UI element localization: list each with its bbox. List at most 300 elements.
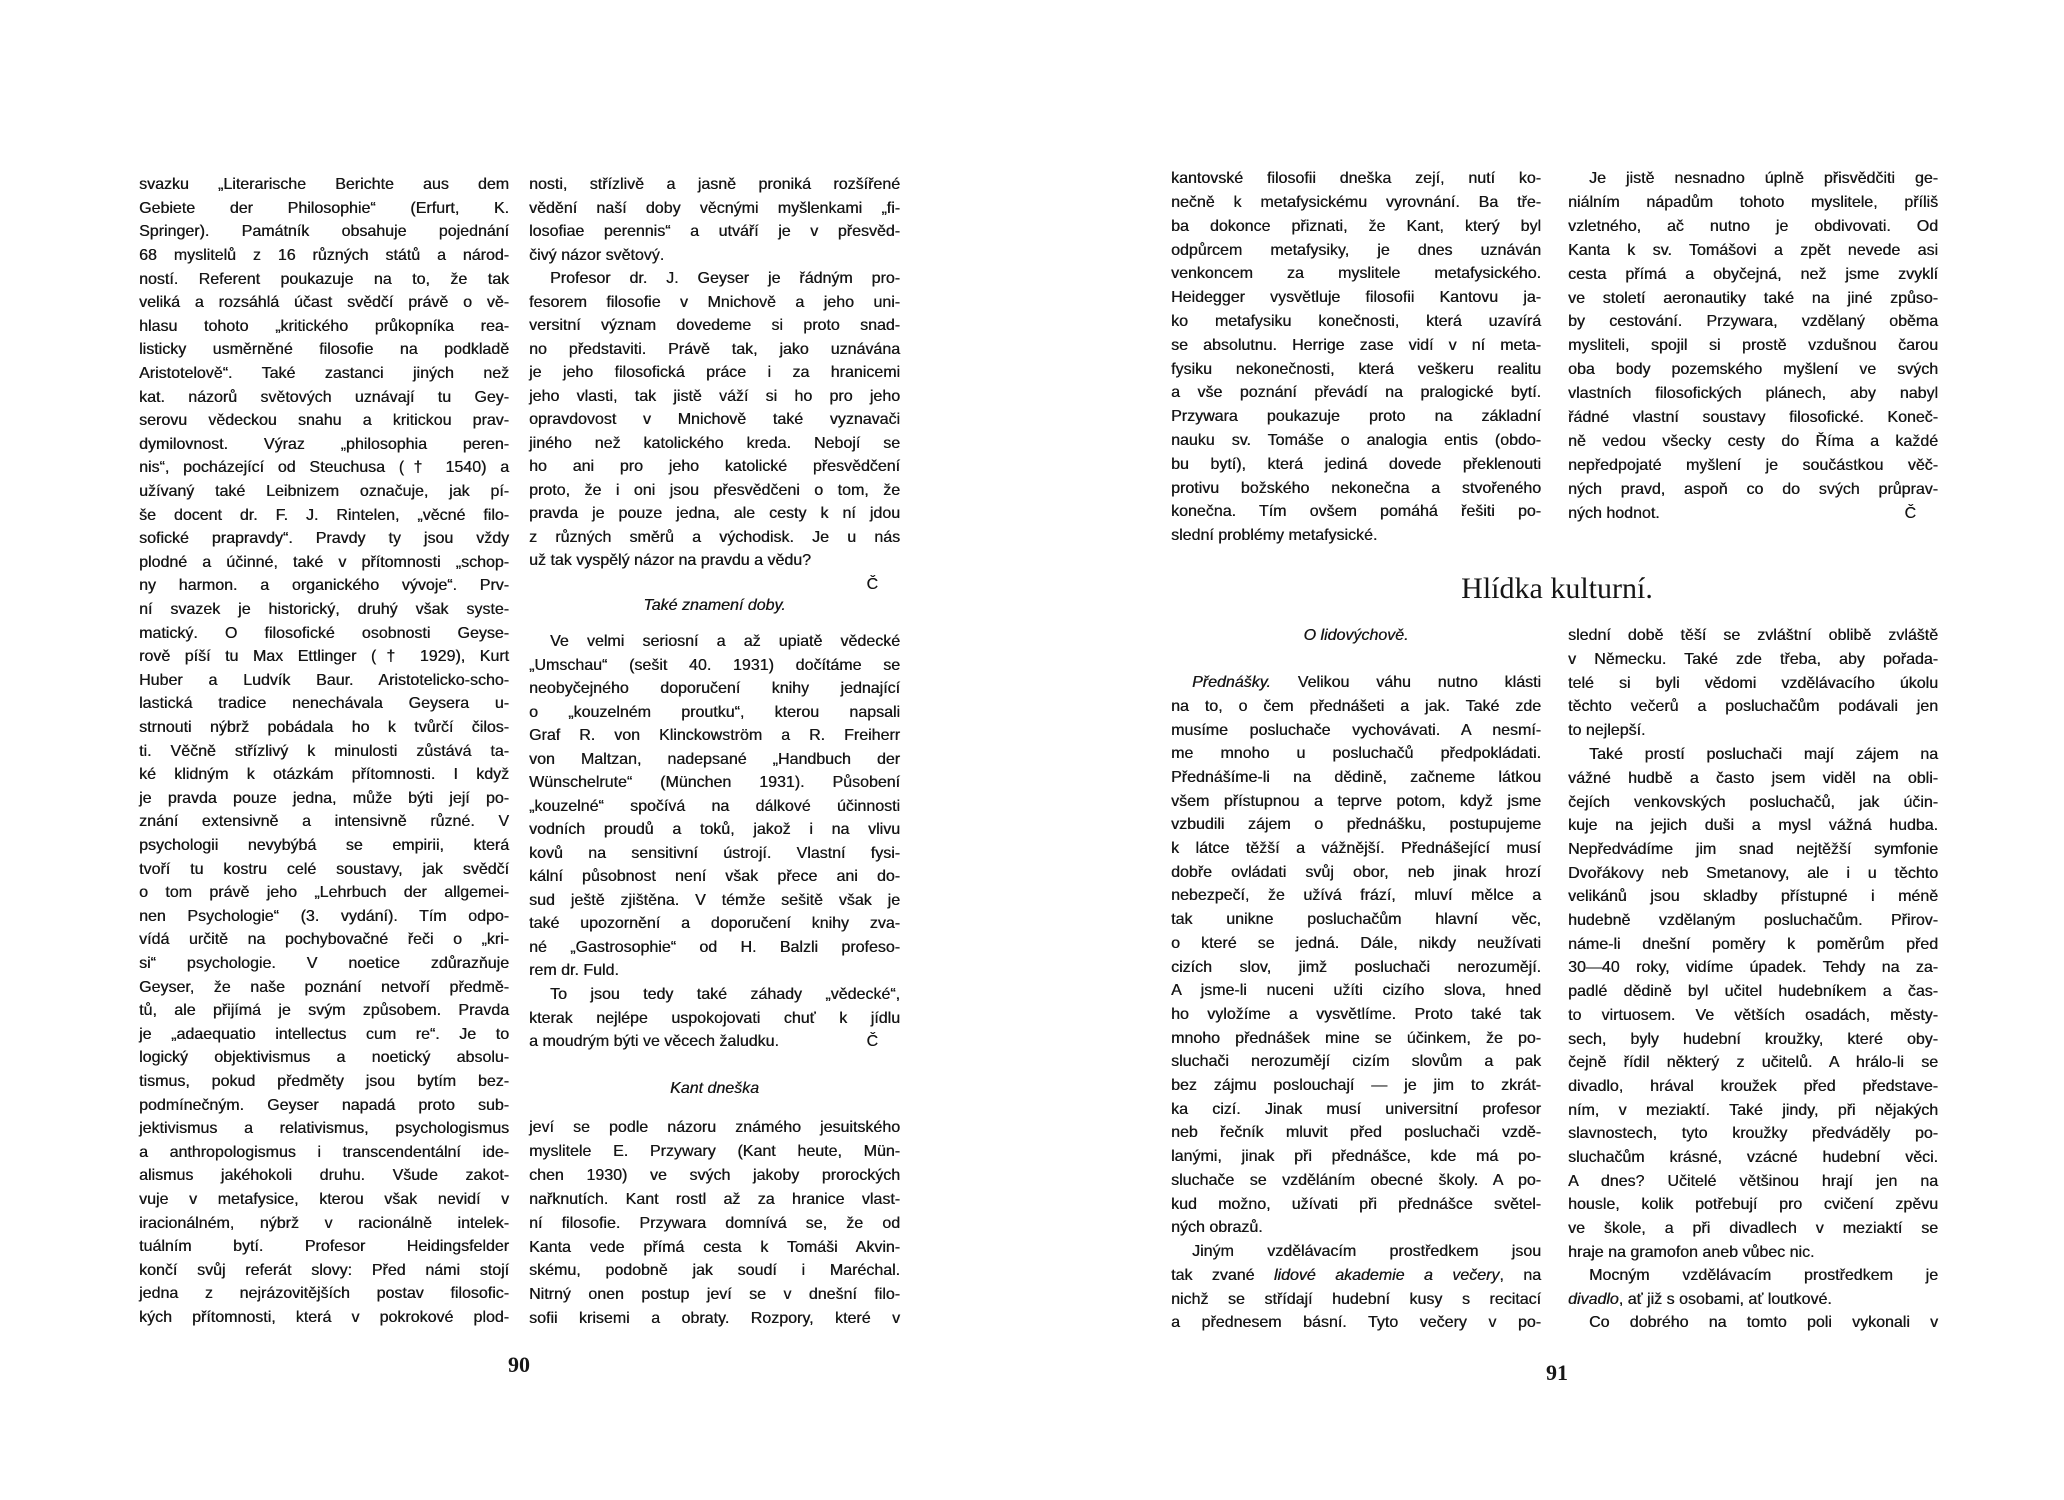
text-line [139,1188,509,1212]
line-text: serovu vědeckou snahu a kritickou prav- [139,412,509,430]
text-line [1568,191,1938,215]
line-text: kat. názorů světových uznávají tu Gey- [139,388,509,406]
line-text: velikánů jsou skladby přístupné i méně [1568,888,1938,906]
line-text: Geyser, že naše poznání netvoří předmě- [139,978,509,996]
text-line [139,386,509,410]
line-text: čejně řídil některý z učitelů. A hrálo-li se [1568,1054,1938,1072]
line-text: jeví se podle názoru známého jesuitského [529,1119,900,1137]
text-segment: Velikou váhu nutno klásti [1270,674,1541,692]
line-text: „Umschau“ (sešit 40. 1931) dočítáme se [529,656,900,674]
line-text: o tom právě jeho „Lehrbuch der allgemei- [139,884,509,902]
line-text: ho ani pro jeho katolické přesvědčení [529,458,900,476]
text-line [139,1259,509,1283]
text-line [1171,1098,1541,1122]
text-line [529,959,900,983]
line-text: kterak nejlépe uspokojovati chuť k jídlu [529,1009,900,1027]
line-text: ba dokonce přiznati, že Kant, který byl [1171,217,1541,235]
text-line [1568,719,1938,743]
text-line [529,338,900,362]
line-text: Heidegger vysvětluje filosofii Kantovu ja- [1171,289,1541,307]
text-line [1171,215,1541,239]
text-line [1171,1003,1541,1027]
line-text: odpůrcem metafysiky, je dnes uznáván [1171,241,1541,259]
text-line [1568,215,1938,239]
text-line [139,244,509,268]
text-line [1568,310,1938,334]
line-text: jeho vlasti, tak jistě váží si ho pro jeho [529,387,900,405]
text-line [1171,1145,1541,1169]
line-text: kantovské filosofii dneška zejí, nutí ko- [1171,170,1541,188]
line-text: by cestování. Przywara, vzdělaný oběma [1568,313,1938,331]
text-line [1568,1193,1938,1217]
line-text: ti. Věčně střízlivý k minulosti zůstává ta- [139,742,509,760]
text-line [1171,1216,1541,1240]
text-line [1171,1311,1541,1335]
line-text: to nejlepší. [1568,721,1646,739]
line-text: kální působnost není však přece ani do- [529,868,900,886]
text-line [1568,1004,1938,1028]
text-line [1171,837,1541,861]
text-line [1171,286,1541,310]
author-signature: Č [866,1033,878,1051]
text-line [529,724,900,748]
text-line [529,220,900,244]
line-text: nepředpojaté myšlení je součástkou věč- [1568,456,1938,474]
text-line [139,976,509,1000]
line-text: neb řečník mluvit před posluchači vzdě- [1171,1124,1541,1142]
line-text: také upozornění a doporučení knihy zva- [529,915,900,933]
text-line [529,432,900,456]
text-line [1568,980,1938,1004]
text-line [139,551,509,575]
line-text: psychologii nevybýbá se empirii, která [139,837,509,854]
line-text: chen 1930) ve svých jakoby prorockých [529,1166,900,1184]
line-text: proto, že i oni jsou přesvědčeni o tom, že [529,481,900,499]
line-text: Wünschelrute“ (München 1931). Působení [529,774,900,792]
line-text: vuje v metafysice, kterou však nevidí v [139,1191,509,1208]
text-line [1568,1051,1938,1075]
text-line [529,385,900,409]
line-text: losofiae perennis“ a utváří je v přesvěd- [529,223,900,241]
line-text: strnouti nýbrž pobádala ho k tvůrčí čilos- [139,719,509,736]
text-line [529,842,900,866]
text-line [1171,405,1541,429]
text-line [529,408,900,432]
line-text: slavnostech, tyto kroužky předváděly po- [1568,1125,1938,1143]
text-line [529,677,900,701]
text-line [1568,743,1938,767]
text-line [1171,524,1541,548]
line-text: „kouzelné“ spočívá na dálkové účinnosti [529,797,900,815]
text-line [529,936,900,960]
text-line [1568,624,1938,648]
line-text: nichž se střídají hudební kusy s recitací [1171,1290,1541,1308]
line-text: lastická tradice nenechávala Geysera u- [139,695,509,713]
line-text: listicky usměrněné filosofie na podkladě [139,341,509,359]
text-line [1568,1170,1938,1194]
text-line [139,362,509,386]
text-line [1568,838,1938,862]
line-text: vzletného, ač nutno je obdivovati. Od [1568,217,1938,235]
line-text: skému, podobně jak soudí i Maréchal. [529,1262,900,1280]
line-text: musíme posluchače vychovávati. A nesmí- [1171,721,1541,739]
text-line [1568,1146,1938,1170]
line-text: všem přístupnou a teprve potom, když jsme [1171,792,1541,810]
text-line [529,361,900,385]
line-text: 30—40 roky, vidíme úpadek. Tehdy na za- [1568,959,1938,977]
text-line [529,1259,900,1283]
text-line [1171,500,1541,524]
line-text: sluchače se vzděláním obecné školy. A po- [1171,1171,1541,1189]
text-line [139,740,509,764]
line-text: Mocným vzdělávacím prostředkem je [1589,1267,1938,1285]
text-line [529,1212,900,1236]
text-line [139,1235,509,1259]
line-text: kuje na jejich duši a mysl vážná hudba. [1568,817,1938,835]
text-line [529,912,900,936]
line-text: dymilovnost. Výraz „philosophia peren- [139,435,509,453]
text-line [529,549,900,573]
text-line [139,692,509,716]
text-line [529,1164,900,1188]
line-text: sofii krisemi a obraty. Rozpory, které v [529,1310,900,1328]
text-line [139,291,509,315]
line-text: slední problémy metafysické. [1171,527,1378,545]
line-text: vlastních filosofických plánech, aby nabyl [1568,385,1938,403]
text-line [1171,813,1541,837]
line-text: ní svazek je historický, druhý však syste- [139,601,509,618]
text-line [1171,884,1541,908]
line-text: nebezpečí, že užívá frází, mluví mělce a [1171,887,1541,905]
line-text: A jsme-li nuceni užíti cizího slova, hned [1171,982,1541,1000]
line-text: nis“, pocházející od Steuchusa († 1540) a [139,459,509,477]
text-line [1171,310,1541,334]
line-text: o které se jedná. Dále, nikdy neužívati [1171,934,1541,952]
line-text: versitní význam dovedeme si proto snad- [529,317,900,335]
text-line [1568,672,1938,696]
text-line [1568,1217,1938,1241]
text-line [1568,1122,1938,1146]
text-line [139,787,509,811]
text-line [1568,263,1938,287]
text-line [139,1023,509,1047]
line-text: logický objektivismus a noetický absolu- [139,1049,509,1067]
line-text: cesta přímá a obyčejná, než jsme zvyklí [1568,265,1938,283]
line-text: ní filosofie. Przywara domnívá se, že od [529,1214,900,1232]
line-text: vědění naší doby věcnými myšlenkami „fi- [529,199,900,217]
text-line [139,480,509,504]
line-text: oba body pozemského myšlení ve svých [1568,361,1938,379]
text-line [1171,790,1541,814]
text-line [529,771,900,795]
line-text: rem dr. Fuld. [529,962,619,980]
text-line [1568,478,1938,502]
line-text: tismus, pokud předměty jsou bytím bez- [139,1073,509,1090]
line-text: ných pravd, aspoň co do svých průprav- [1568,480,1938,498]
line-text: pravda je pouze jedna, ale cesty k ní jdou [529,505,900,523]
line-text: von Maltzan, nadepsané „Handbuch der [529,750,900,768]
text-line [1568,862,1938,886]
text-line [139,315,509,339]
line-text: vodních proudů a toků, jakož i na vlivu [529,821,900,839]
line-text: še docent dr. F. J. Rintelen, „věcné filo- [139,506,509,524]
line-text: tů, ale přijímá je svým způsobem. Pravda [139,1002,509,1020]
text-line [529,197,900,221]
text-line [139,716,509,740]
line-text: jedna z nejrázovitějších postav filosofic- [139,1285,509,1303]
text-line [529,630,900,654]
line-text: opravdovost v Mnichově také vyznavači [529,411,900,429]
text-line [1568,454,1938,478]
text-segment: , ať již s osobami, ať loutkové. [1618,1290,1832,1308]
text-line [529,1236,900,1260]
line-text: Je jistě nesnadno úplně přisvědčiti ge- [1589,170,1938,188]
line-text: kovů na sensitivní ústrojí. Vlastní fysi- [529,844,900,862]
text-line [529,818,900,842]
line-text: znání extensivně a intensivně různé. V [139,813,509,831]
text-line [139,598,509,622]
line-text: ko metafysiku konečnosti, která uzavírá [1171,312,1541,330]
author-signature: Č [1904,504,1916,522]
line-text: ve škole, a při divadlech v meziaktí se [1568,1220,1938,1238]
line-text: ka cizí. Jinak musí universitní profesor [1171,1100,1541,1118]
text-line [1568,382,1938,406]
text-line [1568,767,1938,791]
emphasized-text: lidové akademie a večery [1273,1266,1500,1284]
line-text: Dvořákovy neb Smetanovy, ale i u těchto [1568,864,1938,882]
text-line [1568,334,1938,358]
text-line [139,669,509,693]
text-line [1568,430,1938,454]
line-text: myslitele E. Przywary (Kant heute, Mün- [529,1142,900,1160]
line-text: podmínečným. Geyser napadá proto sub- [139,1096,509,1114]
line-text: a anthropologismus i transcendentální ide- [139,1143,509,1161]
article-heading: Také znamení doby. [643,597,786,614]
text-line [1171,1074,1541,1098]
line-text: a vše poznání převádí na pralogické bytí. [1171,384,1541,402]
line-text: padlé dědině byl učitel hudebníkem a čas- [1568,983,1938,1001]
line-text: sluchačům krásné, vzácné hudební věci. [1568,1149,1938,1167]
text-line [139,1164,509,1188]
text-line [529,983,900,1007]
line-text: sofické prapravdy“. Pravdy ty jsou vždy [139,530,509,548]
text-line [139,1282,509,1306]
line-text: dobře ovládati svůj obor, neb jinak hrozí [1171,863,1541,881]
line-text: končí svůj referát slovy: Před námi stojí [139,1261,509,1279]
line-text: rově píší tu Max Ettlinger († 1929), Kurt [139,648,509,666]
line-text: čejích venkovských posluchačů, jak účin- [1568,793,1938,811]
line-text: Springer). Památník obsahuje pojednání [139,223,509,241]
text-line [1171,1121,1541,1145]
text-segment: , na [1499,1266,1541,1284]
line-text: Kanta vede přímá cesta k Tomáši Akvin- [529,1238,900,1256]
text-line [139,197,509,221]
text-line [1171,932,1541,956]
line-text: to virtuosem. Ve větších osadách, městy- [1568,1006,1938,1024]
text-line [1568,695,1938,719]
text-line [139,1212,509,1236]
text-line [529,244,900,268]
text-line [139,504,509,528]
text-line [1568,814,1938,838]
line-text: kých přítomnosti, která v pokrokové plod- [139,1309,509,1326]
text-line [1568,1099,1938,1123]
text-line [1171,358,1541,382]
line-text: Nepředvádíme jim snad nejtěžší symfonie [1568,840,1938,858]
text-line [1568,1028,1938,1052]
line-text: čivý názor světový. [529,246,665,264]
text-line [1171,239,1541,263]
text-line [139,763,509,787]
line-text: hraje na gramofon aneb vůbec nic. [1568,1243,1815,1261]
author-signature: Č [866,575,878,593]
section-title: Hlídka kulturní. [1461,572,1653,605]
page-91 [1032,0,2064,1500]
text-line [1568,909,1938,933]
text-line [529,748,900,772]
line-text: fysiku nekonečnosti, která veškeru realitu [1171,360,1541,378]
line-text: alismus jakéhokoli druhu. Všude zakot- [139,1167,509,1185]
text-line [1568,1264,1938,1288]
line-text: fesorem filosofie v Mnichově a jeho uni- [529,293,900,311]
line-text: protivu božského nekonečna a stvořeného [1171,479,1541,497]
text-line [139,881,509,905]
article-heading: Kant dneška [670,1080,759,1097]
text-line [1171,453,1541,477]
line-text: mnoho přednášek mine se účinkem, že po- [1171,1029,1541,1047]
text-line [529,654,900,678]
line-text: plodné a účinné, také v přítomnosti „schop- [139,553,509,571]
line-text: mysliteli, spojil si prostě vzdušnou čarou [1568,337,1938,355]
text-line [529,701,900,725]
line-text: v Německu. Také zde třeba, aby pořada- [1568,650,1938,668]
line-text: hudebně vzdělaným posluchačům. Přirov- [1568,912,1938,930]
line-text: bu bytí), která jediná dovede překlenouti [1171,455,1541,473]
page-number: 90 [508,1352,530,1377]
line-text: řádné vlastní soustavy filosofické. Koneč- [1568,409,1938,427]
line-text: vážné hudbě a často jsem viděl na obli- [1568,769,1938,787]
text-line [1171,1169,1541,1193]
text-line [529,314,900,338]
line-text: Nitrný onen postup jeví se v dnešní filo- [529,1286,900,1304]
line-text: To jsou tedy také záhady „vědecké“, [550,986,900,1004]
text-line [1171,1240,1541,1264]
line-text: ké klidným k otázkám přítomnosti. I když [139,766,509,784]
line-text: Aristotelově“. Také zastanci jiných než [139,365,509,382]
text-line [139,173,509,197]
text-line [139,409,509,433]
text-line [529,1140,900,1164]
text-line [529,291,900,315]
line-text: jiného než katolického kreda. Nebojí se [529,434,900,452]
line-text: Przywara poukazuje proto na základní [1171,408,1541,426]
line-text: housle, kolik potřebují pro cvičení zpěvu [1568,1196,1938,1214]
text-line [139,834,509,858]
text-line [1171,477,1541,501]
text-line [529,1116,900,1140]
text-line [1171,334,1541,358]
text-line [529,479,900,503]
line-text: ností. Referent poukazuje na to, že tak [139,270,509,288]
text-line [1568,885,1938,909]
line-text: Profesor dr. J. Geyser je řádným pro- [550,270,900,288]
text-line [139,645,509,669]
line-text: neobyčejného doporučení knihy jednající [529,680,900,698]
text-line [139,1141,509,1165]
line-text: náme-li dnešní poměry k poměrům před [1568,935,1938,953]
line-text: niálním nápadům tohoto myslitele, příliš [1568,193,1938,211]
line-text: sech, byly hudební kroužky, které oby- [1568,1030,1938,1048]
line-text: ve století aeronautiky také na jiné způso- [1568,289,1938,307]
line-text: Přednášíme-li na dědině, začneme látkou [1171,768,1541,786]
line-text: jektivismus a relativismus, psychologismus [139,1120,509,1138]
text-line [1568,1241,1938,1265]
text-line [139,456,509,480]
text-line [139,433,509,457]
line-text: ně vedou všecky cesty do Říma a každé [1568,432,1938,450]
text-line [1171,908,1541,932]
text-line [1568,648,1938,672]
text-line [1171,167,1541,191]
text-line [1568,239,1938,263]
line-text: a moudrým býti ve věcech žaludku. [529,1033,779,1051]
text-line [139,928,509,952]
text-line [139,268,509,292]
text-line [529,267,900,291]
article-heading: O lidovýchově. [1303,627,1409,644]
line-text: o „kouzelném proutku“, kterou napsali [529,703,900,721]
line-text: konečna. Tím ovšem pomáhá řešiti po- [1171,503,1541,521]
line-text: telé si byli vědomi vzdělávacího úkolu [1568,674,1938,692]
line-text: nosti, střízlivě a jasně proniká rozšířené [529,176,900,194]
text-line [139,905,509,929]
text-line [1171,766,1541,790]
line-text: A dnes? Učitelé většinou hrají jen na [1568,1172,1938,1190]
line-text: Kanta k sv. Tomášovi a zpět nevede asi [1568,241,1938,259]
text-line [529,865,900,889]
text-line [1171,262,1541,286]
line-text: sluchači nerozumějí cizím slovům a pak [1171,1053,1541,1071]
line-text: no představiti. Právě tak, jako uznávána [529,340,900,358]
text-line [1171,429,1541,453]
text-line [1568,406,1938,430]
line-text: 68 myslitelů z 16 různých států a národ- [139,247,509,264]
line-text: svazku „Literarische Berichte aus dem [139,176,509,194]
line-text: užívaný také Leibnizem označuje, jak pí- [139,483,509,500]
line-text: Jiným vzdělávacím prostředkem jsou [1192,1243,1541,1261]
text-line [1171,956,1541,980]
text-line [139,1094,509,1118]
text-line [529,1283,900,1307]
line-text: k látce těžší a vážnější. Přednášející musí [1171,840,1541,858]
text-line [1171,1288,1541,1312]
line-text: nauku sv. Tomáše o analogia entis (obdo- [1171,431,1541,449]
text-line [1568,358,1938,382]
line-text: né „Gastrosophie“ od H. Balzli profeso- [529,938,900,956]
text-line [139,858,509,882]
text-line [529,1307,900,1331]
text-line [1568,502,1938,526]
text-line [139,952,509,976]
text-line [1171,719,1541,743]
line-text: slední době těší se zvláštní oblibě zvláště [1568,627,1938,645]
text-line [1171,979,1541,1003]
line-text: Huber a Ludvík Baur. Aristotelicko-scho- [139,671,509,689]
text-line [529,455,900,479]
line-text: na to, o čem přednášeti a jak. Také zde [1171,697,1541,715]
text-line [1568,791,1938,815]
text-line [529,1030,900,1054]
